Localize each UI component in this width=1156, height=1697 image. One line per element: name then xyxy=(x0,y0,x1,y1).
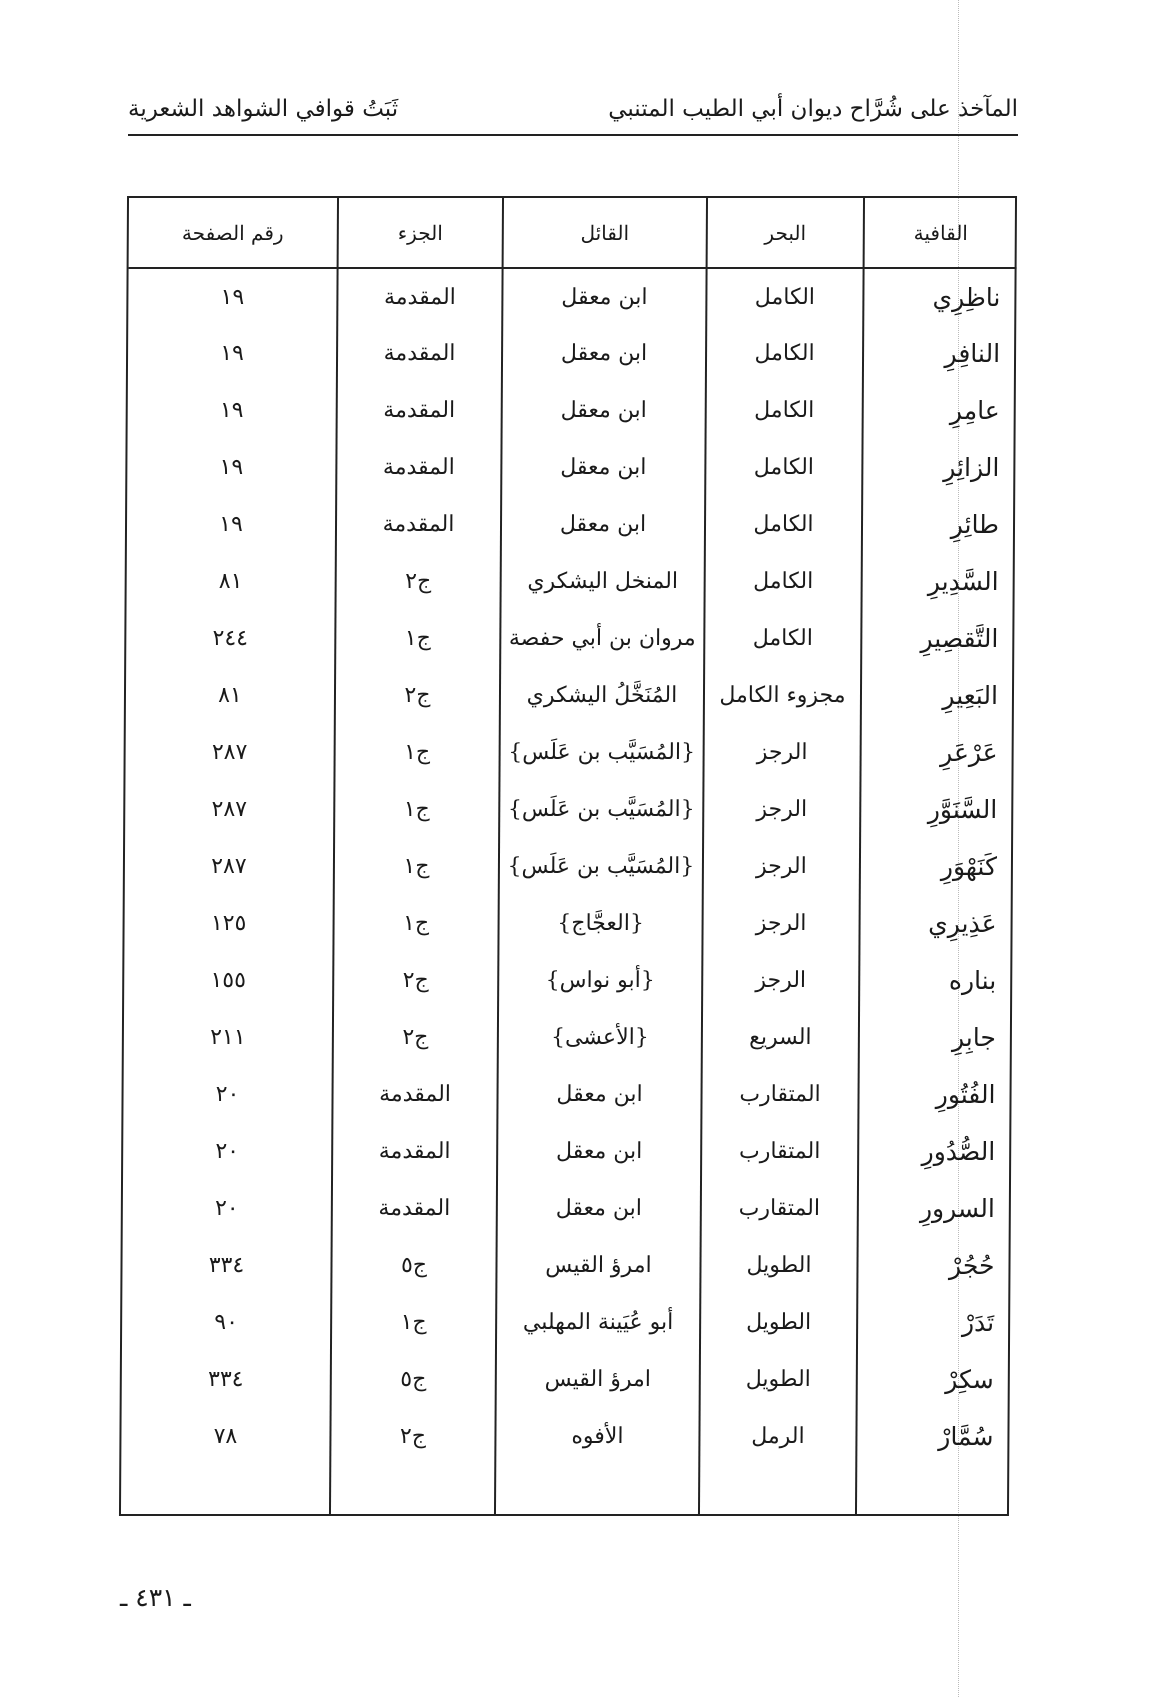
empty-cell xyxy=(330,1465,495,1514)
table-row xyxy=(122,1351,1010,1408)
cell-rhyme: الزائِرِ xyxy=(862,439,1015,496)
cell-volume: المقدمة xyxy=(336,496,501,553)
cell-page-num: ٢٠ xyxy=(215,1139,240,1164)
cell-rhyme: بناره xyxy=(859,952,1012,1009)
cell-rhyme: السرورِ xyxy=(858,1180,1011,1237)
cell-meter: الطويل xyxy=(700,1237,857,1294)
cell-meter: الرجز xyxy=(703,838,860,895)
table-row xyxy=(127,553,1015,610)
cell-page-num: ١٢٥ xyxy=(210,911,247,936)
cell-volume: ج٢ xyxy=(330,1408,495,1465)
cell-volume: ج٥ xyxy=(331,1351,496,1408)
table-row xyxy=(124,1009,1012,1066)
cell-rhyme: تَدَرْ xyxy=(857,1294,1010,1351)
cell-volume: ج٥ xyxy=(331,1237,496,1294)
cell-rhyme: طائِرِ xyxy=(862,496,1015,553)
cell-volume: ج١ xyxy=(335,610,500,667)
cell-meter: الكامل xyxy=(706,382,863,439)
cell-meter: المتقارب xyxy=(701,1066,858,1123)
cell-volume: ج٢ xyxy=(335,667,500,724)
cell-poet: مروان بن أبي حفصة xyxy=(500,610,704,667)
cell-page-num: ٢١١ xyxy=(210,1025,246,1050)
cell-volume: المقدمة xyxy=(332,1123,497,1180)
cell-volume: المقدمة xyxy=(337,268,502,325)
cell-rhyme: الفُتُورِ xyxy=(858,1066,1011,1123)
cell-volume: ج١ xyxy=(333,895,498,952)
table-row xyxy=(125,838,1013,895)
cell-volume: المقدمة xyxy=(332,1180,497,1237)
column-header-meter: البحر xyxy=(707,198,864,268)
table-row xyxy=(124,895,1012,952)
rhymes-table-frame xyxy=(119,196,1017,1516)
cell-meter: الرمل xyxy=(699,1408,856,1465)
cell-poet: ابن معقل xyxy=(502,268,706,325)
cell-page-num: ٩٠ xyxy=(214,1310,239,1335)
cell-meter: المتقارب xyxy=(701,1180,858,1237)
cell-page-num: ١٩ xyxy=(219,398,244,423)
cell-page-num: ٢٤٤ xyxy=(212,626,249,651)
cell-volume: ج١ xyxy=(334,838,499,895)
cell-poet: المنخل اليشكري xyxy=(501,553,705,610)
column-header-page: رقم الصفحة xyxy=(129,198,338,268)
cell-poet: {المُسَيَّب بن عَلَس} xyxy=(499,838,703,895)
cell-page-num: ١٩ xyxy=(220,284,245,310)
column-header-volume: الجزء xyxy=(338,198,503,268)
cell-meter: الرجز xyxy=(703,724,860,781)
cell-meter: الرجز xyxy=(702,952,859,1009)
cell-rhyme: جابِرِ xyxy=(859,1009,1012,1066)
cell-volume: المقدمة xyxy=(337,325,502,382)
cell-page-num: ٢٠ xyxy=(214,1196,239,1221)
cell-rhyme: عامِرِ xyxy=(863,382,1016,439)
cell-volume: ج٢ xyxy=(336,553,501,610)
cell-poet: ابن معقل xyxy=(501,439,705,496)
table-row xyxy=(127,496,1015,553)
cell-poet: ابن معقل xyxy=(497,1066,701,1123)
cell-poet: ابن معقل xyxy=(497,1180,701,1237)
cell-poet: أبو عُيَينة المهلبي xyxy=(496,1294,700,1351)
cell-page-num: ١٥٥ xyxy=(210,968,247,993)
cell-meter: الكامل xyxy=(705,439,862,496)
empty-cell xyxy=(856,1465,1009,1514)
table-row xyxy=(128,268,1016,325)
book-title: المآخذ على شُرَّاح ديوان أبي الطيب المتنبي xyxy=(608,96,1018,122)
cell-volume: ج٢ xyxy=(333,952,498,1009)
cell-page-num: ٨١ xyxy=(218,683,242,708)
rhymes-table xyxy=(121,198,1017,1514)
cell-poet: ابن معقل xyxy=(502,325,706,382)
cell-page-num: ٢٨٧ xyxy=(211,854,247,879)
cell-rhyme: النافِرِ xyxy=(863,325,1016,382)
cell-meter: السريع xyxy=(702,1009,859,1066)
table-row xyxy=(128,325,1016,382)
empty-cell xyxy=(495,1465,699,1514)
cell-rhyme: حُجُرْ xyxy=(857,1237,1010,1294)
cell-rhyme: ناظِرِي xyxy=(863,268,1016,325)
cell-volume: المقدمة xyxy=(337,382,502,439)
cell-poet: ابن معقل xyxy=(497,1123,701,1180)
cell-rhyme: كَنَهْوَرِ xyxy=(860,838,1013,895)
cell-page-num: ٧٨ xyxy=(213,1424,238,1449)
cell-poet: المُنَخَّلُ اليشكري xyxy=(500,667,704,724)
table-row xyxy=(127,439,1015,496)
cell-meter: الكامل xyxy=(706,325,863,382)
cell-page-num: ٣٣٤ xyxy=(208,1253,245,1278)
cell-rhyme: الصُّدُورِ xyxy=(858,1123,1011,1180)
cell-volume: المقدمة xyxy=(336,439,501,496)
cell-rhyme: التَّقصِيرِ xyxy=(861,610,1014,667)
table-row xyxy=(126,667,1014,724)
page-number: ـ ٤٣١ ـ xyxy=(120,1583,191,1612)
cell-meter: الرجز xyxy=(703,781,860,838)
cell-meter: الكامل xyxy=(705,496,862,553)
cell-page-num: ١٩ xyxy=(220,341,244,366)
table-body xyxy=(121,268,1017,1514)
table-bottom-space xyxy=(121,1465,1009,1514)
column-header-poet: القائل xyxy=(503,198,707,268)
table-row xyxy=(128,382,1016,439)
table-row xyxy=(123,1180,1011,1237)
page-header xyxy=(128,86,1018,136)
cell-volume: المقدمة xyxy=(332,1066,497,1123)
cell-rhyme: سكِرْ xyxy=(857,1351,1010,1408)
cell-rhyme: السَّدِيرِ xyxy=(862,553,1015,610)
cell-rhyme: عَرْعَرِ xyxy=(860,724,1013,781)
cell-poet: امرؤ القيس xyxy=(496,1351,700,1408)
cell-poet: الأفوه xyxy=(495,1408,699,1465)
cell-meter: الرجز xyxy=(702,895,859,952)
table-row xyxy=(123,1066,1011,1123)
cell-volume: ج١ xyxy=(334,781,499,838)
cell-meter: الطويل xyxy=(700,1294,857,1351)
cell-poet: ابن معقل xyxy=(502,382,706,439)
table-row xyxy=(123,1123,1011,1180)
cell-poet: {المُسَيَّب بن عَلَس} xyxy=(499,781,703,838)
table-row xyxy=(121,1408,1009,1465)
cell-rhyme: سُمَّارْ xyxy=(856,1408,1009,1465)
cell-volume: ج١ xyxy=(331,1294,496,1351)
cell-meter: المتقارب xyxy=(701,1123,858,1180)
table-row xyxy=(125,724,1013,781)
cell-poet: ابن معقل xyxy=(501,496,705,553)
cell-volume: ج١ xyxy=(334,724,499,781)
cell-volume: ج٢ xyxy=(333,1009,498,1066)
column-header-rhyme: القافية xyxy=(864,198,1017,268)
cell-meter: الكامل xyxy=(704,610,861,667)
cell-meter: الطويل xyxy=(700,1351,857,1408)
cell-page-num: ١٩ xyxy=(219,455,244,480)
table-row xyxy=(126,610,1014,667)
cell-poet: {الأعشى} xyxy=(498,1009,702,1066)
cell-page-num: ٢٨٧ xyxy=(211,797,248,822)
empty-cell xyxy=(699,1465,856,1514)
cell-page-num: ١٩ xyxy=(219,512,243,537)
cell-page-num: ٣٣٤ xyxy=(207,1367,244,1392)
table-row xyxy=(125,781,1013,838)
cell-rhyme: عَذِيرِي xyxy=(859,895,1012,952)
cell-meter: الكامل xyxy=(705,553,862,610)
table-row xyxy=(124,952,1012,1009)
cell-meter: مجزوء الكامل xyxy=(704,667,861,724)
table-row xyxy=(122,1237,1010,1294)
cell-poet: {العجَّاج} xyxy=(498,895,702,952)
cell-poet: {المُسَيَّب بن عَلَس} xyxy=(499,724,703,781)
cell-rhyme: البَعِيرِ xyxy=(861,667,1014,724)
cell-poet: {أبو نواس} xyxy=(498,952,702,1009)
cell-page-num: ٢٠ xyxy=(215,1082,240,1107)
table-header-row xyxy=(129,198,1017,268)
cell-page-num: ٨١ xyxy=(218,569,243,594)
table-row xyxy=(122,1294,1010,1351)
empty-cell xyxy=(121,1465,330,1514)
cell-meter: الكامل xyxy=(706,268,863,325)
cell-rhyme: السَّنَوَّرِ xyxy=(860,781,1013,838)
section-title: ثَبَتُ قوافي الشواهد الشعرية xyxy=(128,96,399,122)
cell-poet: امرؤ القيس xyxy=(496,1237,700,1294)
cell-page-num: ٢٨٧ xyxy=(211,740,248,765)
